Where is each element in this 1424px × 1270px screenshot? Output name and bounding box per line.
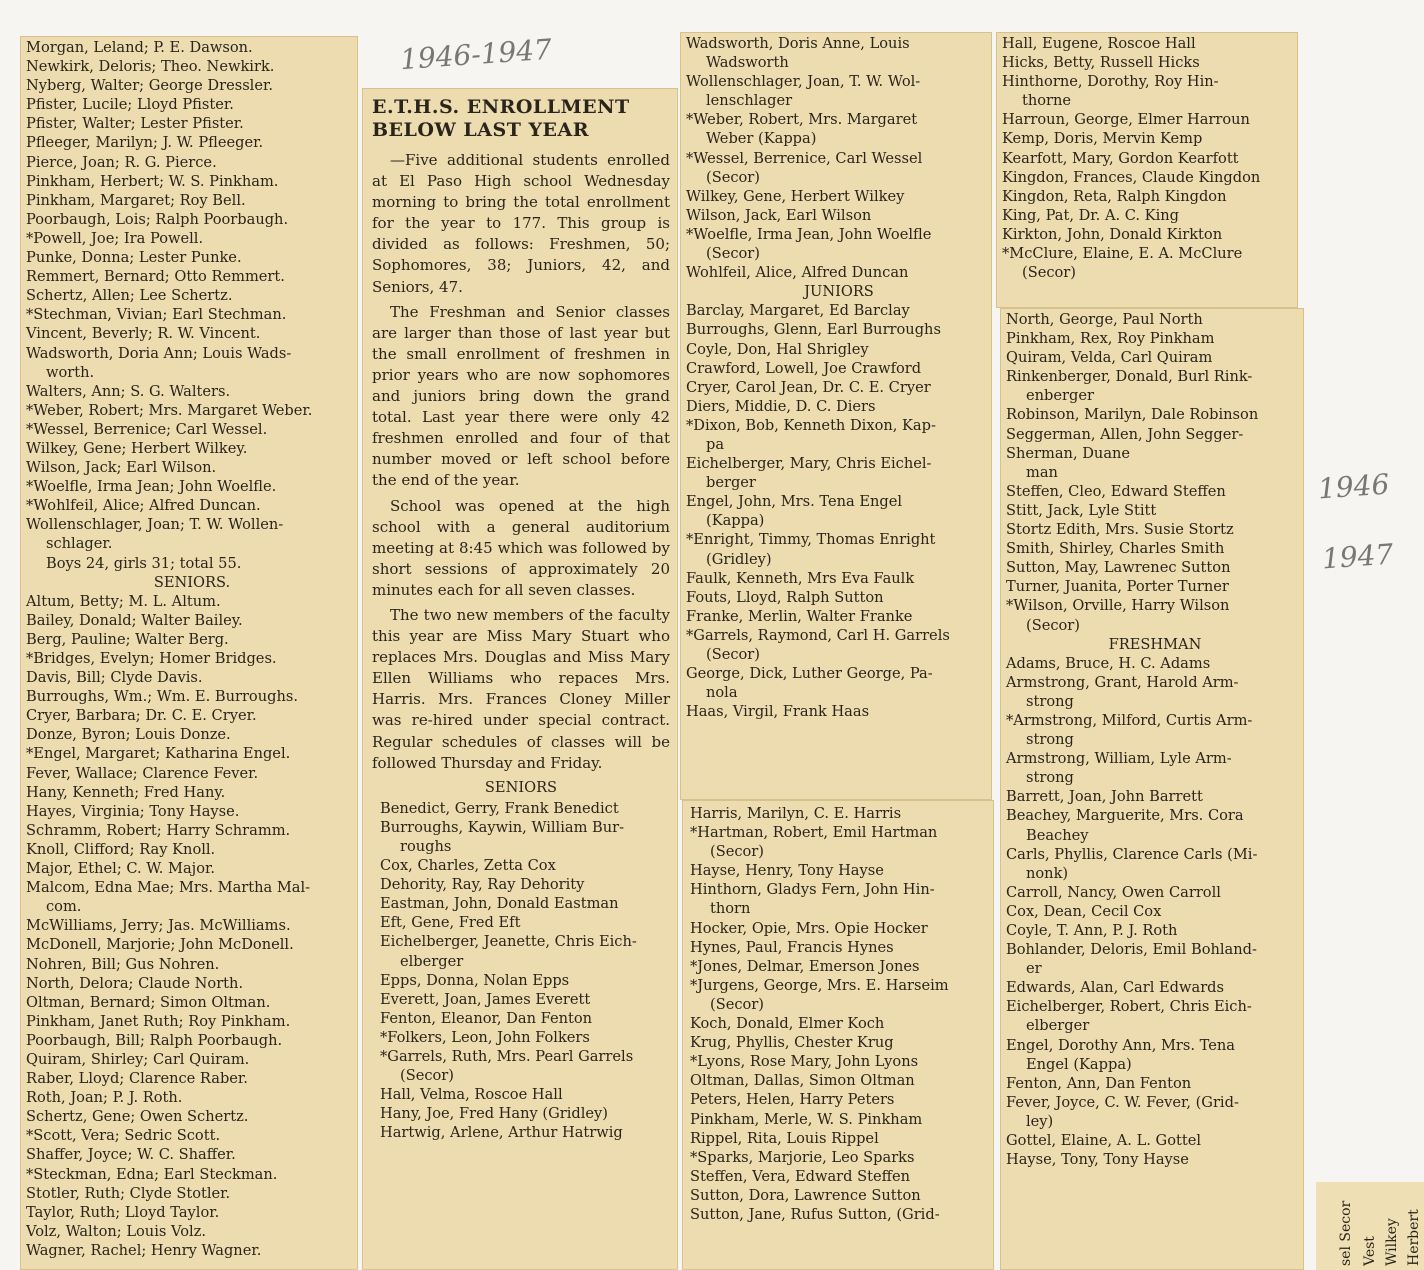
list-item: *Garrels, Raymond, Carl H. Garrels (686, 626, 950, 644)
list-item: Pierce, Joan; R. G. Pierce. (26, 153, 217, 171)
list-item: Hicks, Betty, Russell Hicks (1002, 54, 1200, 72)
list-item: Cryer, Carol Jean, Dr. C. E. Cryer (686, 378, 931, 396)
list-item: *Sparks, Marjorie, Leo Sparks (690, 1148, 915, 1166)
list-item: Fever, Joyce, C. W. Fever, (Grid- (1006, 1093, 1239, 1111)
list-item: Wagner, Rachel; Henry Wagner. (26, 1241, 262, 1259)
list-item: Hall, Velma, Roscoe Hall (380, 1086, 563, 1104)
list-item: Pinkham, Herbert; W. S. Pinkham. (26, 172, 279, 190)
list-item: thorn (710, 900, 751, 918)
list-item: Wadsworth (706, 54, 789, 72)
list-item: Beachey (1026, 826, 1089, 844)
list-item: Boys 24, girls 31; total 55. (46, 554, 242, 572)
side-strip-text-1: sel Secor (1338, 1200, 1354, 1266)
list-item: Vincent, Beverly; R. W. Vincent. (26, 325, 261, 343)
list-item: *Enright, Timmy, Thomas Enright (686, 531, 936, 549)
list-item: Burroughs, Glenn, Earl Burroughs (686, 321, 941, 339)
list-item: Schertz, Allen; Lee Schertz. (26, 287, 233, 305)
list-item: Wadsworth, Doris Anne, Louis (686, 35, 910, 52)
list-item: enberger (1026, 387, 1094, 405)
list-item: Wollenschlager, Joan, T. W. Wol- (686, 73, 921, 91)
list-item: Pinkham, Merle, W. S. Pinkham (690, 1110, 923, 1128)
list-item: Quiram, Shirley; Carl Quiram. (26, 1050, 250, 1068)
list-item: Krug, Phyllis, Chester Krug (690, 1034, 894, 1052)
list-item: Sutton, Jane, Rufus Sutton, (Grid- (690, 1205, 940, 1223)
clipping-column-4-top (996, 32, 1298, 308)
list-item: Wohlfeil, Alice, Alfred Duncan (686, 264, 909, 282)
list-item: *Woelfle, Irma Jean; John Woelfle. (26, 478, 277, 496)
list-item: Coyle, Don, Hal Shrigley (686, 340, 869, 358)
seniors-list (372, 799, 670, 1143)
list-item: Benedict, Gerry, Frank Benedict (380, 799, 619, 817)
list-item: Harris, Marilyn, C. E. Harris (690, 805, 902, 822)
list-item: Carroll, Nancy, Owen Carroll (1006, 883, 1221, 901)
list-item: Morgan, Leland; P. E. Dawson. (26, 39, 253, 56)
list-item: Turner, Juanita, Porter Turner (1006, 578, 1229, 596)
list-item: Quiram, Velda, Carl Quiram (1006, 349, 1213, 367)
list-item: Robinson, Marilyn, Dale Robinson (1006, 406, 1259, 424)
list-item: lenschlager (706, 92, 793, 110)
list-item: Wadsworth, Doria Ann; Louis Wads- (26, 344, 292, 362)
list-item: (Secor) (1026, 616, 1080, 634)
list-item: Hayse, Henry, Tony Hayse (690, 862, 884, 880)
name-list-col3a (686, 34, 992, 721)
list-item: worth. (46, 363, 95, 381)
name-list-col4a (1002, 34, 1298, 282)
list-item: *Bridges, Evelyn; Homer Bridges. (26, 650, 277, 667)
list-item: Walters, Ann; S. G. Walters. (26, 382, 231, 400)
list-item: strong (1026, 769, 1074, 787)
list-item: Engel, John, Mrs. Tena Engel (686, 493, 903, 511)
list-item: *Woelfle, Irma Jean, John Woelfle (686, 225, 932, 243)
list-item: (Secor) (706, 646, 760, 663)
clipping-column-4-bottom (1000, 308, 1304, 1270)
list-item: Faulk, Kenneth, Mrs Eva Faulk (686, 569, 915, 587)
list-item: Newkirk, Deloris; Theo. Newkirk. (26, 58, 275, 76)
list-item: Hayse, Tony, Tony Hayse (1006, 1151, 1189, 1169)
list-item: Kearfott, Mary, Gordon Kearfott (1002, 149, 1239, 167)
article-paragraph: The Freshman and Senior classes are larger than those of last year but the small enrollment of freshmen in prior years who are now sophomores and juniors bring down the grand total. Last year there were only 42 freshmen enrolled and four of that number moved or left school before the end of the year. (372, 302, 670, 490)
list-item: thorne (1022, 92, 1072, 110)
list-item: Diers, Middie, D. C. Diers (686, 397, 876, 415)
list-item: Nohren, Bill; Gus Nohren. (26, 955, 220, 973)
list-item: (Secor) (1022, 264, 1076, 282)
side-strip-text-4: Herbert (1406, 1209, 1422, 1266)
headline-line-1: E.T.H.S. ENROLLMENT (372, 96, 630, 118)
handwritten-years-top: 1946-1947 (399, 32, 553, 77)
handwritten-year-right-1: 1946 (1316, 467, 1391, 506)
name-list-col1 (26, 38, 358, 1260)
list-item: Peters, Helen, Harry Peters (690, 1091, 895, 1109)
list-item: Oltman, Bernard; Simon Oltman. (26, 993, 271, 1011)
article-body (372, 150, 670, 774)
list-item: Wilson, Jack; Earl Wilson. (26, 459, 217, 477)
list-item: Wollenschlager, Joan; T. W. Wollen- (26, 516, 284, 534)
list-item: Koch, Donald, Elmer Koch (690, 1015, 885, 1033)
side-strip-clipping (1316, 1182, 1424, 1270)
list-item: Armstrong, William, Lyle Arm- (1006, 750, 1232, 768)
list-item: *Armstrong, Milford, Curtis Arm- (1006, 711, 1253, 729)
list-item: Hocker, Opie, Mrs. Opie Hocker (690, 919, 928, 937)
list-item: Knoll, Clifford; Ray Knoll. (26, 840, 216, 858)
list-item: Steffen, Vera, Edward Steffen (690, 1167, 911, 1185)
list-item: Eichelberger, Mary, Chris Eichel- (686, 455, 932, 473)
list-item: *Dixon, Bob, Kenneth Dixon, Kap- (686, 416, 936, 434)
article-headline (372, 96, 670, 142)
list-item: Malcom, Edna Mae; Mrs. Martha Mal- (26, 879, 311, 897)
list-item: Schramm, Robert; Harry Schramm. (26, 821, 291, 839)
article-paragraph: The two new members of the faculty this year are Miss Mary Stuart who replaces Mrs. Douglas and Miss Mary Ellen Williams who repaces Mrs. Harris. Mrs. Frances Cloney Miller was re-hired under special contract. Regular schedules of classes will be followed Thursday and Friday. (372, 605, 670, 772)
list-item: Hany, Kenneth; Fred Hany. (26, 783, 226, 801)
list-item: strong (1026, 692, 1074, 710)
article-paragraph: School was opened at the high school with a general auditorium meeting at 8:45 which was followed by short sessions of approximately 20 minutes each for all seven classes. (372, 496, 670, 599)
list-item: Bohlander, Deloris, Emil Bohland- (1006, 941, 1257, 959)
list-item: *McClure, Elaine, E. A. McClure (1002, 245, 1243, 263)
list-item: Stitt, Jack, Lyle Stitt (1006, 501, 1157, 519)
clipping-column-1 (20, 36, 358, 1270)
clipping-article (362, 88, 678, 1270)
list-item: *Wessel, Berrenice, Carl Wessel (686, 149, 923, 167)
list-item: Punke, Donna; Lester Punke. (26, 249, 242, 267)
list-item: *Jones, Delmar, Emerson Jones (690, 957, 920, 975)
list-item: man (1026, 463, 1058, 481)
list-item: *Wohlfeil, Alice; Alfred Duncan. (26, 497, 261, 515)
list-item: Raber, Lloyd; Clarence Raber. (26, 1070, 248, 1088)
list-item: Fenton, Ann, Dan Fenton (1006, 1074, 1192, 1092)
list-item: Remmert, Bernard; Otto Remmert. (26, 268, 285, 286)
list-item: Gottel, Elaine, A. L. Gottel (1006, 1132, 1202, 1150)
list-item: Hayes, Virginia; Tony Hayse. (26, 802, 240, 820)
list-item: Eichelberger, Jeanette, Chris Eich- (380, 933, 637, 951)
list-item: Davis, Bill; Clyde Davis. (26, 669, 203, 687)
list-item: Taylor, Ruth; Lloyd Taylor. (26, 1203, 220, 1221)
list-item: Smith, Shirley, Charles Smith (1006, 540, 1225, 558)
list-item: *Wilson, Orville, Harry Wilson (1006, 597, 1230, 615)
list-item: Kingdon, Reta, Ralph Kingdon (1002, 187, 1227, 205)
list-item: com. (46, 898, 82, 916)
list-item: Shaffer, Joyce; W. C. Shaffer. (26, 1146, 236, 1164)
list-item: Pinkham, Janet Ruth; Roy Pinkham. (26, 1012, 291, 1030)
list-item: Pfleeger, Marilyn; J. W. Pfleeger. (26, 134, 264, 152)
list-item: Stotler, Ruth; Clyde Stotler. (26, 1184, 231, 1202)
list-item: Pfister, Lucile; Lloyd Pfister. (26, 96, 234, 114)
list-item: elberger (400, 952, 464, 970)
list-item: Engel (Kappa) (1026, 1055, 1132, 1073)
list-item: Fouts, Lloyd, Ralph Sutton (686, 588, 884, 606)
list-item: Dehority, Ray, Ray Dehority (380, 876, 585, 894)
list-item: Kirkton, John, Donald Kirkton (1002, 225, 1223, 243)
list-item: Oltman, Dallas, Simon Oltman (690, 1072, 915, 1090)
list-item: Eastman, John, Donald Eastman (380, 895, 619, 913)
list-item: Rinkenberger, Donald, Burl Rink- (1006, 368, 1253, 386)
list-item: *Engel, Margaret; Katharina Engel. (26, 745, 291, 763)
list-item: Hall, Eugene, Roscoe Hall (1002, 35, 1196, 52)
list-item: Epps, Donna, Nolan Epps (380, 971, 570, 989)
list-item: Sherman, Duane (1006, 444, 1131, 462)
list-item: King, Pat, Dr. A. C. King (1002, 206, 1179, 224)
list-item: *Lyons, Rose Mary, John Lyons (690, 1053, 919, 1071)
list-item: schlager. (46, 535, 113, 553)
list-item: (Secor) (706, 168, 760, 186)
list-item: Steffen, Cleo, Edward Steffen (1006, 482, 1226, 500)
list-item: Cox, Dean, Cecil Cox (1006, 902, 1162, 920)
list-item: McDonell, Marjorie; John McDonell. (26, 936, 294, 954)
list-item: Berg, Pauline; Walter Berg. (26, 630, 229, 648)
list-item: Poorbaugh, Bill; Ralph Poorbaugh. (26, 1031, 283, 1049)
list-item: Carls, Phyllis, Clarence Carls (Mi- (1006, 845, 1258, 863)
list-item: pa (706, 435, 725, 453)
list-item: JUNIORS (804, 283, 874, 301)
list-item: McWilliams, Jerry; Jas. McWilliams. (26, 917, 291, 935)
name-list-col3b (690, 804, 994, 1224)
list-item: Barclay, Margaret, Ed Barclay (686, 302, 910, 320)
list-item: *Steckman, Edna; Earl Steckman. (26, 1165, 278, 1183)
list-item: Roth, Joan; P. J. Roth. (26, 1089, 183, 1107)
list-item: Schertz, Gene; Owen Schertz. (26, 1108, 249, 1126)
list-item: Volz, Walton; Louis Volz. (26, 1222, 206, 1240)
list-item: Fever, Wallace; Clarence Fever. (26, 764, 259, 782)
list-item: Engel, Dorothy Ann, Mrs. Tena (1006, 1036, 1236, 1054)
list-item: North, George, Paul North (1006, 311, 1203, 328)
list-item: *Powell, Joe; Ira Powell. (26, 229, 204, 247)
list-item: Coyle, T. Ann, P. J. Roth (1006, 922, 1178, 939)
list-item: Poorbaugh, Lois; Ralph Poorbaugh. (26, 210, 289, 228)
list-item: Burroughs, Wm.; Wm. E. Burroughs. (26, 688, 298, 706)
list-item: Franke, Merlin, Walter Franke (686, 607, 913, 625)
side-strip-text-2: Vest (1362, 1236, 1378, 1266)
list-item: nola (706, 684, 738, 702)
list-item: Barrett, Joan, John Barrett (1006, 788, 1203, 806)
list-item: Cryer, Barbara; Dr. C. E. Cryer. (26, 707, 257, 725)
list-item: Eft, Gene, Fred Eft (380, 914, 521, 932)
list-item: (Secor) (710, 843, 764, 861)
list-item: Weber (Kappa) (706, 130, 817, 148)
list-item: FRESHMAN (1108, 635, 1202, 653)
list-item: *Hartman, Robert, Emil Hartman (690, 824, 938, 842)
list-item: Nyberg, Walter; George Dressler. (26, 77, 274, 95)
list-item: Hynes, Paul, Francis Hynes (690, 938, 894, 956)
side-strip-text-3: Wilkey (1384, 1218, 1400, 1266)
list-item: (Kappa) (706, 512, 765, 530)
list-item: SENIORS. (153, 573, 231, 591)
list-item: *Weber, Robert; Mrs. Margaret Weber. (26, 401, 313, 419)
list-item: Pinkham, Rex, Roy Pinkham (1006, 330, 1215, 348)
list-item: Beachey, Marguerite, Mrs. Cora (1006, 807, 1244, 825)
list-item: (Secor) (710, 995, 764, 1013)
list-item: Wilkey, Gene, Herbert Wilkey (686, 187, 905, 205)
seniors-heading: SENIORS (484, 778, 558, 796)
list-item: Adams, Bruce, H. C. Adams (1006, 654, 1211, 672)
list-item: (Secor) (400, 1067, 454, 1085)
headline-line-2: BELOW LAST YEAR (372, 119, 590, 141)
name-list-col4b (1006, 310, 1304, 1169)
list-item: Kemp, Doris, Mervin Kemp (1002, 130, 1203, 148)
list-item: Stortz Edith, Mrs. Susie Stortz (1006, 521, 1234, 539)
list-item: Armstrong, Grant, Harold Arm- (1006, 673, 1239, 691)
list-item: *Stechman, Vivian; Earl Stechman. (26, 306, 287, 324)
list-item: George, Dick, Luther George, Pa- (686, 665, 933, 683)
list-item: elberger (1026, 1017, 1090, 1035)
list-item: Harroun, George, Elmer Harroun (1002, 111, 1250, 129)
list-item: Kingdon, Frances, Claude Kingdon (1002, 168, 1261, 186)
list-item: (Gridley) (706, 550, 772, 568)
list-item: Wilkey, Gene; Herbert Wilkey. (26, 439, 248, 457)
list-item: Eichelberger, Robert, Chris Eich- (1006, 998, 1252, 1016)
list-item: er (1026, 960, 1042, 978)
clipping-column-3-bottom (682, 800, 994, 1270)
list-item: Altum, Betty; M. L. Altum. (26, 592, 221, 610)
article-paragraph: —Five additional students enrolled at El Paso High school Wednesday morning to bring the total enrollment for the year to 177. This group is divided as follows: Freshmen, 50; Sophomores, 38; Juniors, 42, and Seniors, 47. (372, 151, 670, 296)
list-item: Donze, Byron; Louis Donze. (26, 726, 231, 744)
list-item: Sutton, May, Lawrenec Sutton (1006, 559, 1231, 577)
list-item: Crawford, Lowell, Joe Crawford (686, 359, 922, 377)
clipping-column-3-top (680, 32, 992, 800)
list-item: Hartwig, Arlene, Arthur Hatrwig (380, 1124, 623, 1142)
list-item: Sutton, Dora, Lawrence Sutton (690, 1186, 921, 1204)
list-item: *Garrels, Ruth, Mrs. Pearl Garrels (380, 1048, 634, 1066)
list-item: Pinkham, Margaret; Roy Bell. (26, 191, 246, 209)
list-item: *Folkers, Leon, John Folkers (380, 1028, 590, 1046)
list-item: berger (706, 474, 756, 492)
list-item: Major, Ethel; C. W. Major. (26, 860, 215, 878)
list-item: Hinthorn, Gladys Fern, John Hin- (690, 881, 935, 899)
list-item: Seggerman, Allen, John Segger- (1006, 425, 1244, 443)
list-item: Wilson, Jack, Earl Wilson (686, 206, 872, 224)
list-item: Hany, Joe, Fred Hany (Gridley) (380, 1105, 608, 1123)
list-item: *Jurgens, George, Mrs. E. Harseim (690, 976, 949, 994)
list-item: strong (1026, 731, 1074, 749)
list-item: Fenton, Eleanor, Dan Fenton (380, 1009, 593, 1027)
list-item: roughs (400, 838, 452, 855)
list-item: Bailey, Donald; Walter Bailey. (26, 611, 243, 629)
list-item: Pfister, Walter; Lester Pfister. (26, 115, 244, 133)
list-item: Cox, Charles, Zetta Cox (380, 857, 556, 875)
list-item: Everett, Joan, James Everett (380, 990, 591, 1008)
list-item: (Secor) (706, 245, 760, 263)
list-item: *Scott, Vera; Sedric Scott. (26, 1127, 221, 1145)
list-item: Hinthorne, Dorothy, Roy Hin- (1002, 73, 1219, 91)
handwritten-year-right-2: 1947 (1320, 537, 1395, 576)
list-item: *Wessel, Berrenice; Carl Wessel. (26, 420, 268, 438)
list-item: Rippel, Rita, Louis Rippel (690, 1129, 879, 1147)
list-item: *Weber, Robert, Mrs. Margaret (686, 111, 918, 129)
list-item: Haas, Virgil, Frank Haas (686, 703, 870, 721)
list-item: Edwards, Alan, Carl Edwards (1006, 979, 1225, 997)
list-item: nonk) (1026, 864, 1069, 882)
list-item: North, Delora; Claude North. (26, 974, 244, 992)
list-item: ley) (1026, 1112, 1054, 1130)
list-item: Burroughs, Kaywin, William Bur- (380, 818, 625, 836)
